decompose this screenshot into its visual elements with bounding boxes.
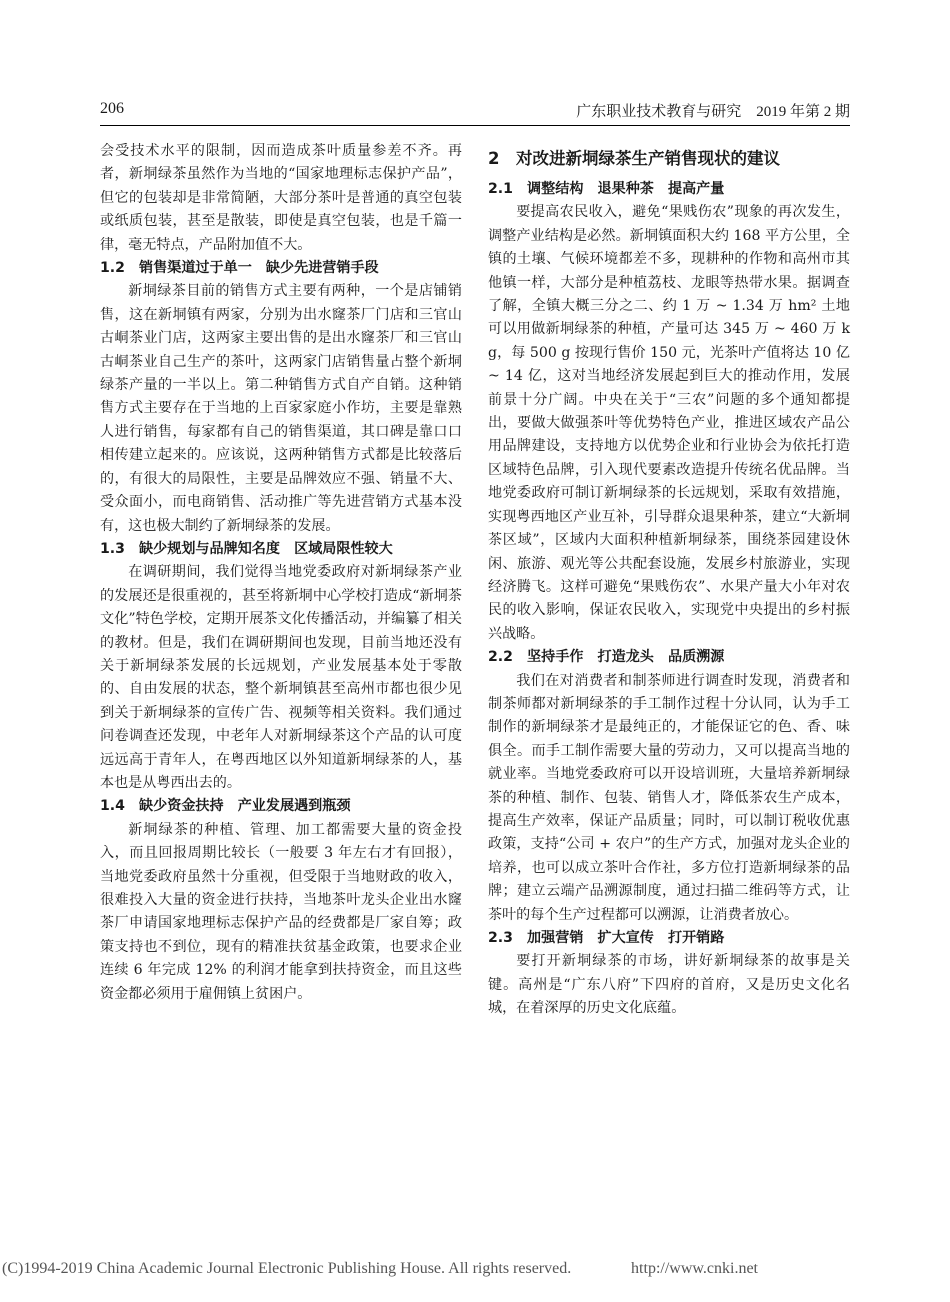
paragraph-1-2: 新垌绿茶目前的销售方式主要有两种，一个是店铺销售，这在新垌镇有两家，分别为出水窿茶厂门店和三官山古峒茶业门店，这两家主要出售的是出水窿茶厂和三官山古峒茶业自己生产的茶叶，这两家门店销售量占整个新垌绿茶产量的一半以上。第二种销售方式自产自销。这种销售方式主要存在于当地的上百家家庭小作坊，主要是靠熟人进行销售，每家都有自己的销售渠道，其口碑是靠口口相传建立起来的。应该说，这两种销售方式都是比较落后的，有很大的局限性，主要是品牌效应不强、销量不大、受众面小，而电商销售、活动推广等先进营销方式基本没有，这也极大制约了新垌绿茶的发展。: [100, 283, 462, 534]
heading-1-2: 1.2 销售渠道过于单一 缺少先进营销手段: [100, 260, 379, 277]
website-link[interactable]: http://www.cnki.net: [631, 1260, 758, 1277]
right-column: [488, 140, 850, 1021]
paragraph-2-2: 我们在对消费者和制茶师进行调查时发现，消费者和制茶师都对新垌绿茶的手工制作过程十分认同，认为手工制作的新垌绿茶才是最纯正的，才能保证它的色、香、味俱全。而手工制作需要大量的劳动力，又可以提高当地的就业率。当地党委政府可以开设培训班，大量培养新垌绿茶的种植、制作、包装、销售人才，降低茶农生产成本，提高生产效率，保证产品质量；同时，可以制订税收优惠政策，支持“公司 + 农户”的生产方式，加强对龙头企业的培养，也可以成立茶叶合作社，多方位打造新垌绿茶的品牌；建立云端产品溯源制度，通过扫描二维码等方式，让茶叶的每个生产过程都可以溯源，让消费者放心。: [488, 672, 850, 923]
journal-title: 广东职业技术教育与研究 2019 年第 2 期: [576, 104, 850, 120]
heading-2-1: 2.1 调整结构 退果种茶 提高产量: [488, 181, 725, 197]
page-number: 206: [100, 100, 124, 117]
heading-2-2: 2.2 坚持手作 打造龙头 品质溯源: [488, 649, 725, 666]
footer: [0, 1260, 950, 1284]
heading-1-3: 1.3 缺少规划与品牌知名度 区域局限性较大: [100, 540, 393, 557]
section-2-heading: 2 对改进新垌绿茶生产销售现状的建议: [488, 149, 780, 168]
paragraph-1-3: 在调研期间，我们觉得当地党委政府对新垌绿茶产业的发展还是很重视的，甚至将新垌中心学校打造成“新垌茶文化”特色学校，定期开展茶文化传播活动，并编纂了相关的教材。但是，我们在调研期间也发现，目前当地还没有关于新垌绿茶发展的长远规划，产业发展基本处于零散的、自由发展的状态，整个新垌镇甚至高州市都也很少见到关于新垌绿茶的宣传广告、视频等相关资料。我们通过问卷调查还发现，中老年人对新垌绿茶这个产品的认可度远远高于青年人，在粤西地区以外知道新垌绿茶的人，基本也是从粤西出去的。: [100, 564, 462, 791]
intro-paragraph: 会受技术水平的限制，因而造成茶叶质量参差不齐。再者，新垌绿茶虽然作为当地的“国家地理标志保护产品”，但它的包装却是非常简陋，大部分茶叶是普通的真空包装或纸质包装，甚至是散装，即使是真空包装，也是千篇一律，毫无特点，产品附加值不大。: [100, 143, 462, 253]
paragraph-2-3: 要打开新垌绿茶的市场，讲好新垌绿茶的故事是关键。高州是“广东八府”下四府的首府，又是历史文化名城，在着深厚的历史文化底蕴。: [488, 953, 850, 1017]
running-header: [100, 100, 850, 124]
paragraph-1-4: 新垌绿茶的种植、管理、加工都需要大量的资金投入，而且回报周期比较长（一般要 3 年左右才有回报），当地党委政府虽然十分重视，但受限于当地财政的收入，很难投入大量的资金进行扶持，当地茶叶龙头企业出水窿茶厂申请国家地理标志保护产品的经费都是厂家自筹；政策支持也不到位，现有的精准扶贫基金政策，也要求企业连续 6 年完成 12% 的利润才能拿到扶持资金，而且这些资金都必须用于雇佣镇上贫困户。: [100, 821, 462, 1002]
heading-1-4: 1.4 缺少资金扶持 产业发展遇到瓶颈: [100, 798, 351, 815]
heading-2-3: 2.3 加强营销 扩大宣传 打开销路: [488, 930, 725, 946]
header-rule: [100, 125, 850, 126]
paragraph-2-1: 要提高农民收入，避免“果贱伤农”现象的再次发生，调整产业结构是必然。新垌镇面积大约 168 平方公里，全镇的土壤、气候环境都差不多，现耕种的作物和高州市其他镇一样，大部分是种植荔枝、龙眼等热带水果。据调查了解，全镇大概三分之二、约 1 万 ~ 1.34 万 hm² 土地可以用做新垌绿茶的种植，产量可达 345 万 ~ 460 万 kg，每 500 g 按现行售价 150 元，光茶叶产值将达 10 亿 ~ 14 亿，这对当地经济发展起到巨大的推动作用，发展前景十分广阔。中央在关于“三农”问题的多个通知都提出，要做大做强茶叶等优势特色产业，推进区域农产品公用品牌建设，支持地方以优势企业和行业协会为依托打造区域特色品牌，引入现代要素改造提升传统名优品牌。当地党委政府可制订新垌绿茶的长远规划，采取有效措施，实现粤西地区产业互补，引导群众退果种茶，建立“大新垌茶区域”，区域内大面积种植新垌绿茶，围绕茶园建设休闲、旅游、观光等公共配套设施，发展乡村旅游业，实现经济腾飞。这样可避免“果贱伤农”、水果产量大小年对农民的收入影响，保证农民收入，实现党中央提出的乡村振兴战略。: [488, 204, 850, 642]
left-column: [100, 140, 462, 1006]
copyright-notice: (C)1994-2019 China Academic Journal Electronic Publishing House. All rights reserved.: [2, 1260, 572, 1277]
